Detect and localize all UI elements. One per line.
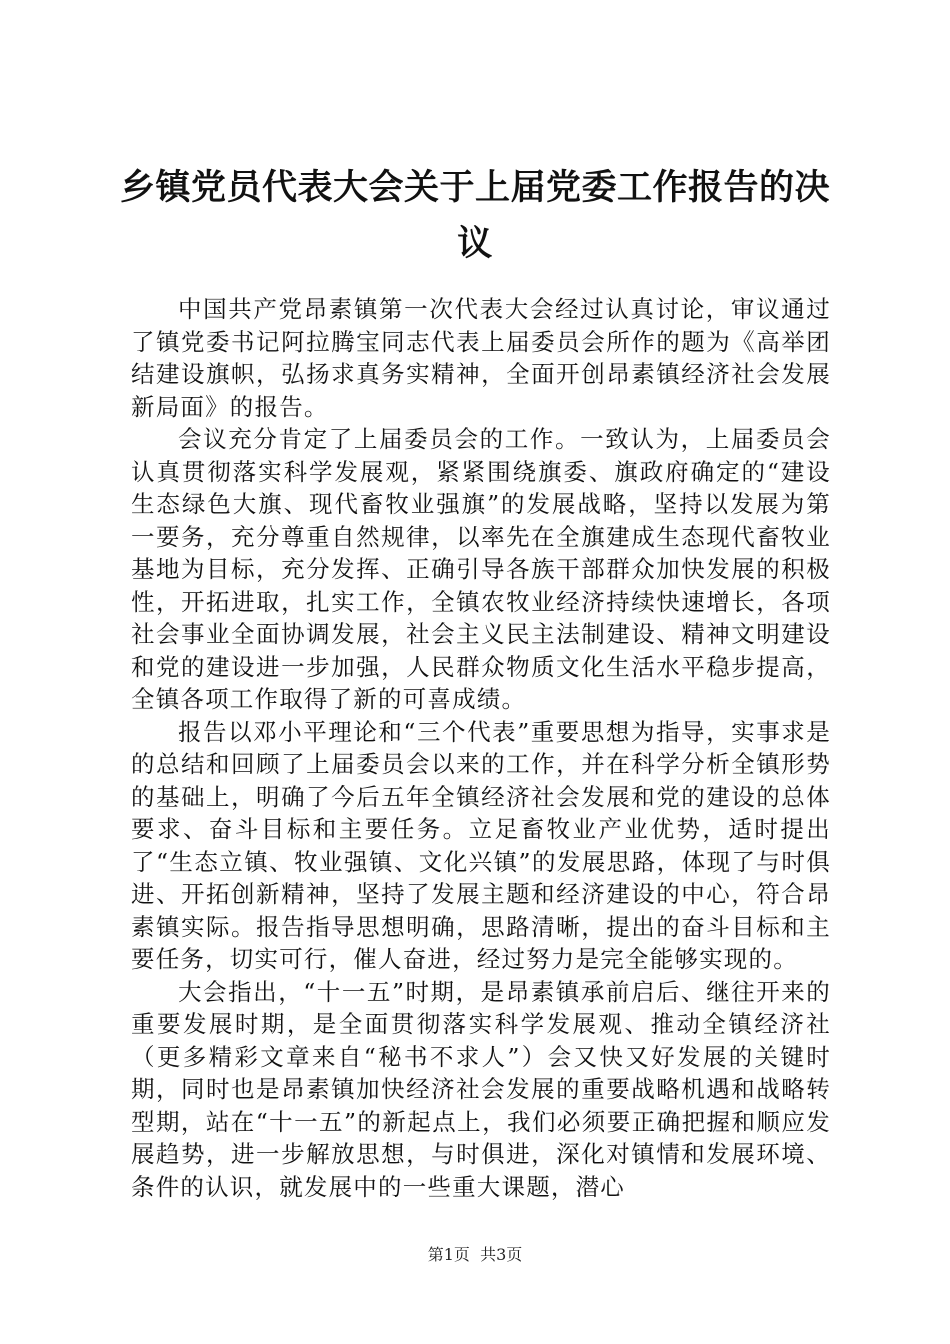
paragraph-1: 中国共产党昂素镇第一次代表大会经过认真讨论，审议通过了镇党委书记阿拉腾宝同志代表上届委员会所作的题为《高举团结建设旗帜，弘扬求真务实精神，全面开创昂素镇经济社会发展新局面》的报告。 <box>131 295 831 421</box>
page-footer <box>0 1244 950 1266</box>
paragraph-2: 会议充分肯定了上届委员会的工作。一致认为，上届委员会认真贯彻落实科学发展观，紧紧围绕旗委、旗政府确定的“建设生态绿色大旗、现代畜牧业强旗”的发展战略，坚持以发展为第一要务，充分尊重自然规律，以率先在全旗建成生态现代畜牧业基地为目标，充分发挥、正确引导各族干部群众加快发展的积极性，开拓进取，扎实工作，全镇农牧业经济持续快速增长，各项社会事业全面协调发展，社会主义民主法制建设、精神文明建设和党的建设进一步加强，人民群众物质文化生活水平稳步提高，全镇各项工作取得了新的可喜成绩。 <box>131 425 831 713</box>
paragraph-4: 大会指出，“十一五”时期，是昂素镇承前启后、继往开来的重要发展时期，是全面贯彻落实科学发展观、推动全镇经济社（更多精彩文章来自“秘书不求人”）会又快又好发展的关键时期，同时也是昂素镇加快经济社会发展的重要战略机遇和战略转型期，站在“十一五”的新起点上，我们必须要正确把握和顺应发展趋势，进一步解放思想，与时俱进，深化对镇情和发展环境、条件的认识，就发展中的一些重大课题，潜心 <box>131 977 831 1201</box>
document-body <box>131 293 831 1203</box>
document-title: 乡镇党员代表大会关于上届党委工作报告的决议 <box>119 167 830 264</box>
page-number: 第1页 <box>427 1245 470 1264</box>
paragraph-3: 报告以邓小平理论和“三个代表”重要思想为指导，实事求是的总结和回顾了上届委员会以来的工作，并在科学分析全镇形势的基础上，明确了今后五年全镇经济社会发展和党的建设的总体要求、奋斗目标和主要任务。立足畜牧业产业优势，适时提出了“生态立镇、牧业强镇、文化兴镇”的发展思路，体现了与时俱进、开拓创新精神，坚持了发展主题和经济建设的中心，符合昂素镇实际。报告指导思想明确，思路清晰，提出的奋斗目标和主要任务，切实可行，催人奋进，经过努力是完全能够实现的。 <box>131 717 831 973</box>
page-total: 共3页 <box>480 1245 523 1264</box>
